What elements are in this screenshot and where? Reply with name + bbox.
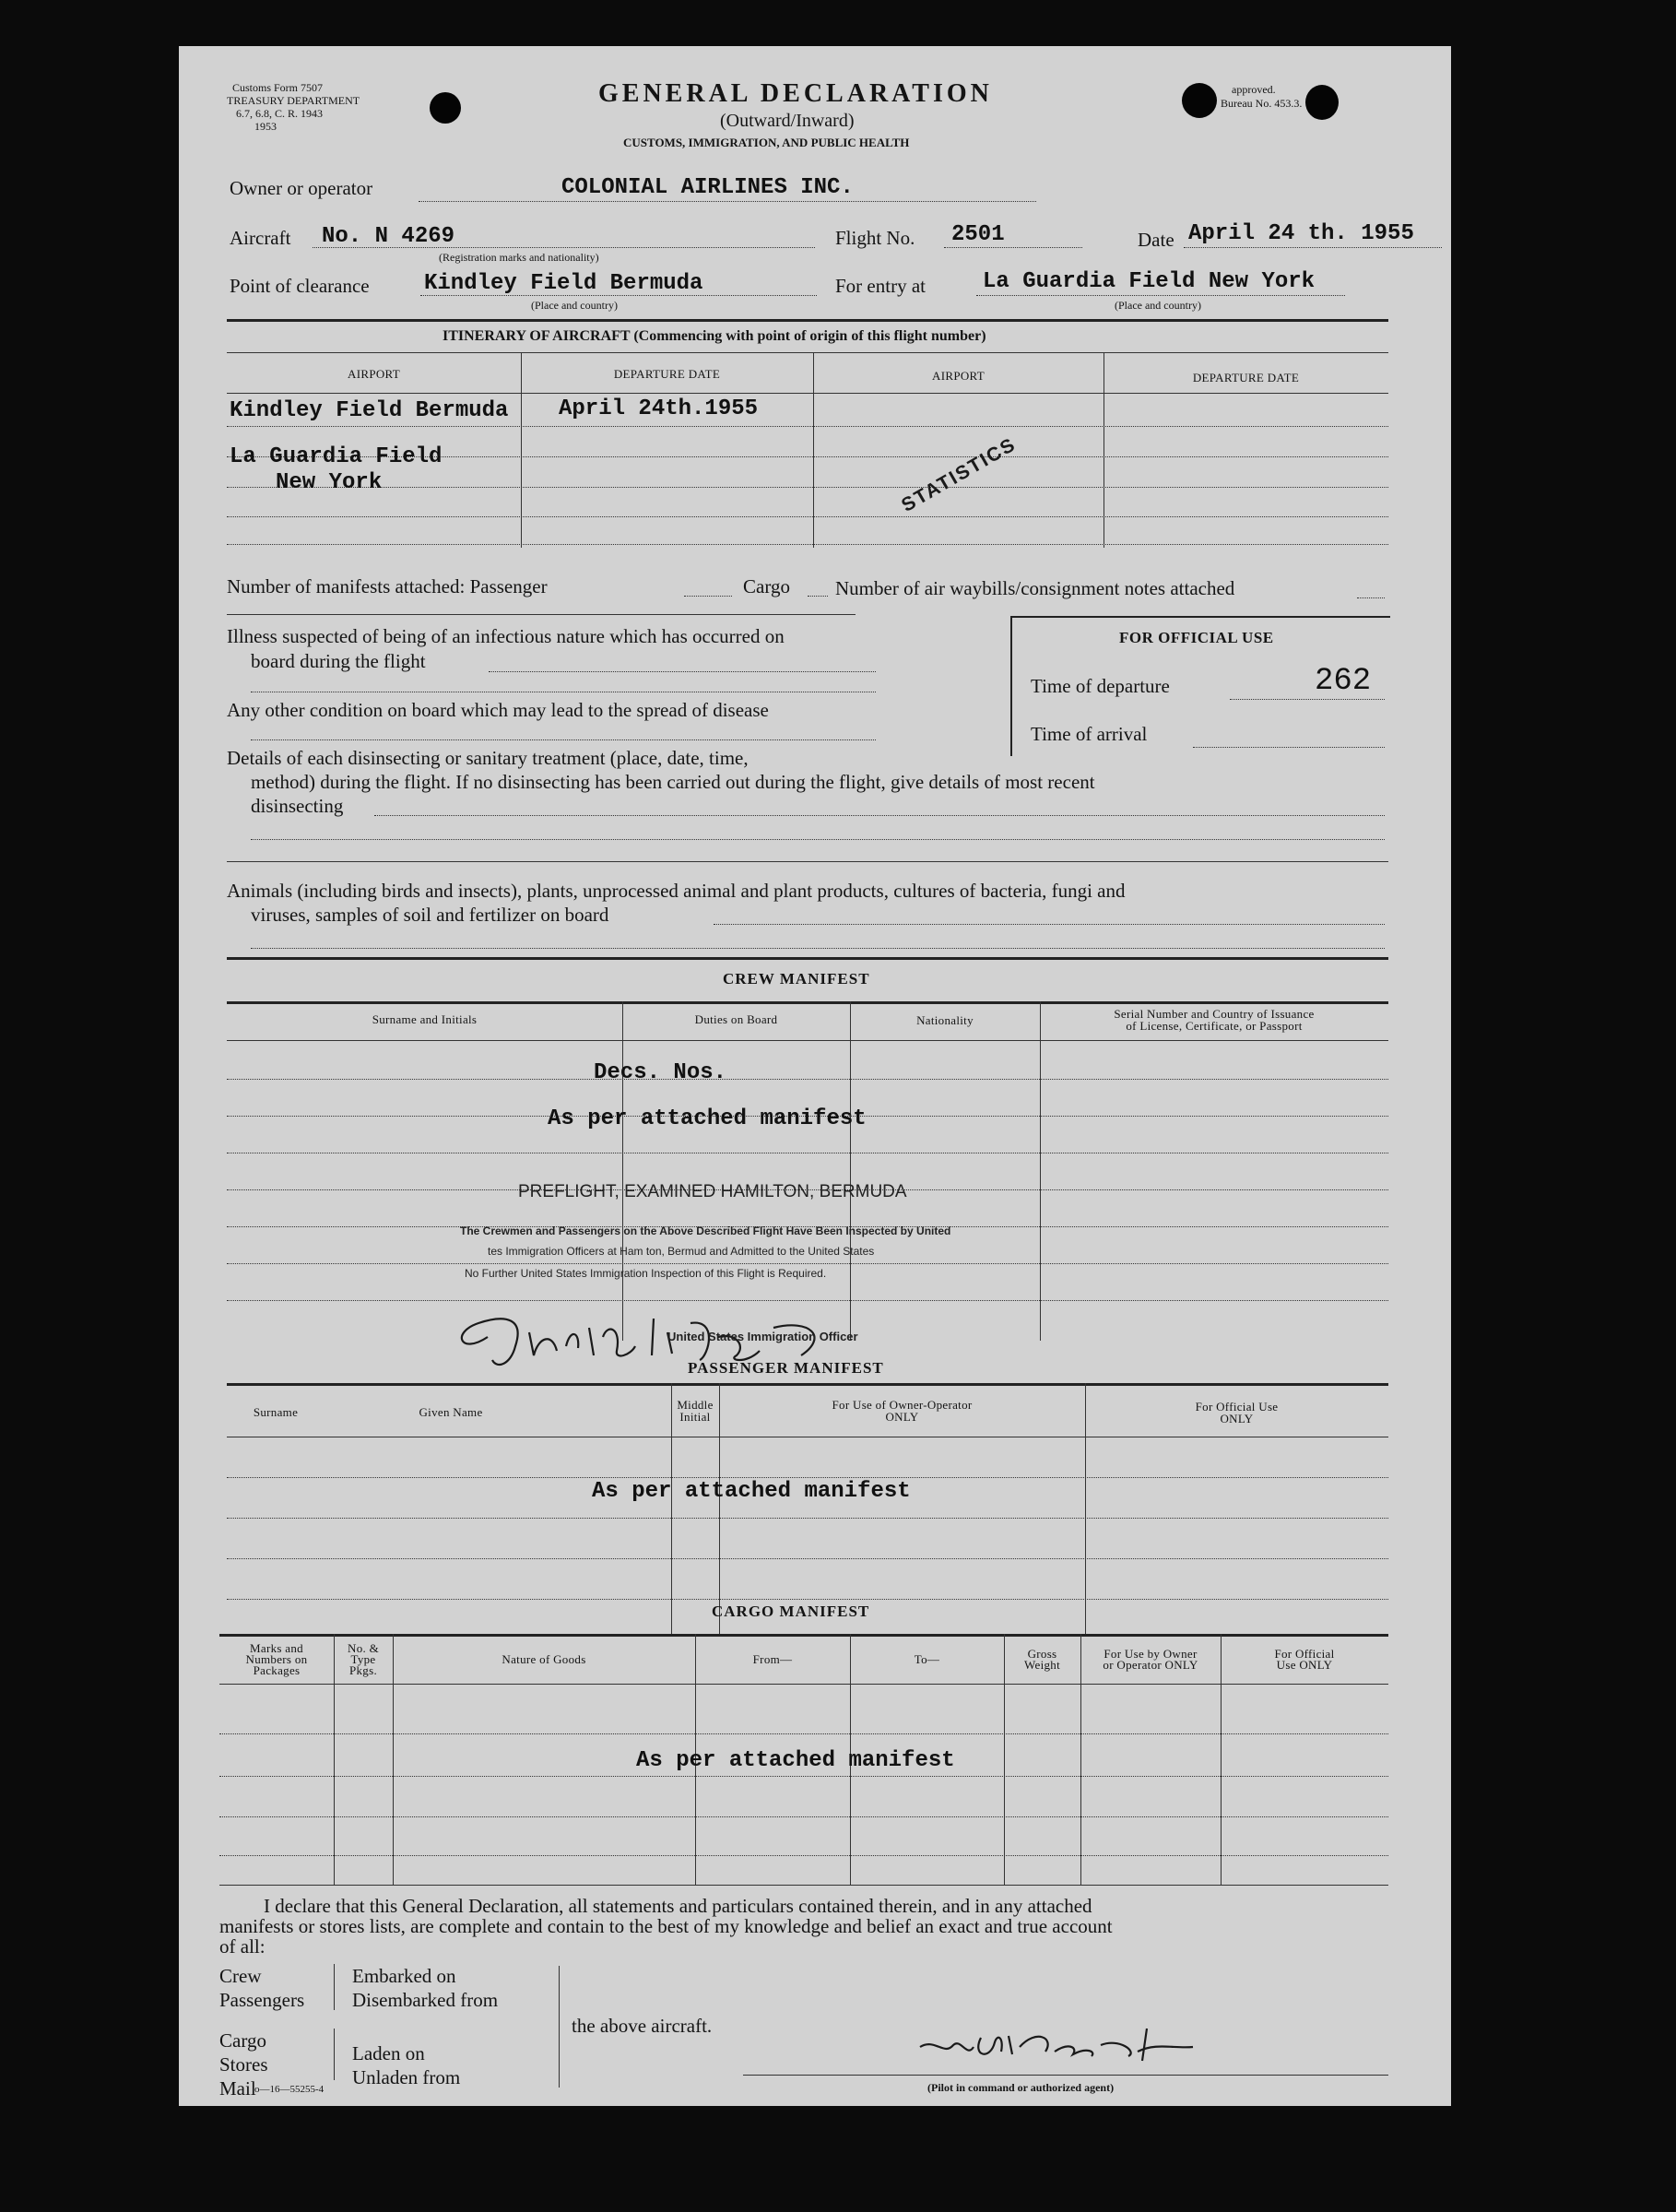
stamp-text-2: tes Immigration Officers at Ham ton, Bermud and Admitted to the United States: [488, 1245, 875, 1258]
itinerary-row1-airport: Kindley Field Bermuda: [230, 398, 509, 423]
flight-label: Flight No.: [835, 227, 915, 249]
aircraft-value: No. N 4269: [322, 224, 455, 249]
unladen-option: Unladen from: [352, 2066, 461, 2088]
clearance-value: Kindley Field Bermuda: [424, 271, 703, 296]
cargo-col-nature: Nature of Goods: [502, 1652, 586, 1666]
pilot-signature: [916, 2010, 1230, 2075]
print-code: o—16—55255-4: [254, 2084, 325, 2095]
passenger-col-surname: Surname: [253, 1405, 299, 1419]
passengers-option: Passengers: [219, 1989, 305, 2011]
itinerary-col-airport: AIRPORT: [348, 367, 400, 381]
owner-value: COLONIAL AIRLINES INC.: [561, 175, 854, 200]
entry-label: For entry at: [835, 275, 926, 297]
mail-option: Mail: [219, 2077, 256, 2100]
punch-hole: [430, 92, 461, 124]
page-title: GENERAL DECLARATION: [598, 79, 993, 108]
crew-col-duties: Duties on Board: [694, 1012, 778, 1026]
aircraft-caption: (Registration marks and nationality): [439, 251, 599, 264]
itinerary-title: ITINERARY OF AIRCRAFT (Commencing with point of origin of this flight number): [443, 328, 986, 344]
stores-option: Stores: [219, 2053, 268, 2076]
officer-caption: United States Immigration Officer: [667, 1330, 858, 1343]
crew-col-surname: Surname and Initials: [372, 1012, 478, 1026]
clearance-caption: (Place and country): [531, 299, 618, 312]
official-use-title: FOR OFFICIAL USE: [1119, 629, 1274, 646]
cargo-col-owner-only: or Operator ONLY: [1103, 1658, 1198, 1672]
flight-value: 2501: [951, 222, 1005, 247]
declaration-line-2: manifests or stores lists, are complete and contain to the best of my knowledge and belief an exact and true account: [219, 1915, 1113, 1937]
manifests-label: Number of manifests attached: Passenger: [227, 575, 548, 597]
cargo-col-from: From—: [752, 1652, 793, 1666]
crew-entry-manifest: As per attached manifest: [548, 1106, 867, 1131]
punch-hole: [1182, 83, 1217, 118]
laden-option: Laden on: [352, 2042, 425, 2064]
embarked-option: Embarked on: [352, 1965, 456, 1987]
stamp-text-1: The Crewmen and Passengers on the Above Described Flight Have Been Inspected by United: [460, 1224, 951, 1237]
stamp-text-3: No Further United States Immigration Inspection of this Flight is Required.: [465, 1267, 827, 1280]
passenger-col-owner: For Use of Owner-Operator: [832, 1398, 973, 1412]
crew-manifest-title: CREW MANIFEST: [723, 970, 870, 988]
preflight-stamp: PREFLIGHT, EXAMINED HAMILTON, BERMUDA: [518, 1182, 907, 1201]
departure-time-value: 262: [1315, 664, 1372, 699]
disembarked-option: Disembarked from: [352, 1989, 499, 2011]
passenger-entry: As per attached manifest: [592, 1479, 911, 1504]
agencies-caption: CUSTOMS, IMMIGRATION, AND PUBLIC HEALTH: [623, 136, 910, 149]
cargo-label: Cargo: [743, 575, 790, 597]
itinerary-row2-city: New York: [276, 470, 383, 495]
crew-col-nationality: Nationality: [916, 1013, 974, 1027]
passenger-manifest-title: PASSENGER MANIFEST: [688, 1359, 884, 1377]
cargo-col-marks-3: Packages: [253, 1663, 301, 1677]
cargo-col-official: For Official: [1274, 1647, 1335, 1661]
approval-note: approved.: [1232, 83, 1276, 96]
animals-question: Animals (including birds and insects), plants, unprocessed animal and plant products, cultures of bacteria, fungi and: [227, 880, 1126, 902]
disinsecting-question-end: disinsecting: [251, 795, 344, 817]
pilot-caption: (Pilot in command or authorized agent): [927, 2081, 1115, 2094]
disinsecting-question: Details of each disinsecting or sanitary treatment (place, date, time,: [227, 747, 749, 769]
declaration-line-3: of all:: [219, 1935, 266, 1958]
passenger-col-given: Given Name: [419, 1405, 483, 1419]
crew-option: Crew: [219, 1965, 262, 1987]
page-subtitle: (Outward/Inward): [720, 111, 855, 131]
cargo-col-gross: Gross: [1027, 1647, 1057, 1661]
illness-question: Illness suspected of being of an infectious nature which has occurred on: [227, 625, 785, 647]
cargo-col-marks: Marks and: [250, 1641, 303, 1655]
illness-question-cont: board during the flight: [251, 650, 426, 672]
declaration-line-1: I declare that this General Declaration, all statements and particulars contained therein, and in any attached: [264, 1895, 1092, 1917]
other-condition: Any other condition on board which may lead to the spread of disease: [227, 699, 769, 721]
itinerary-row2-airport: La Guardia Field: [230, 444, 443, 469]
clearance-label: Point of clearance: [230, 275, 370, 297]
form-year: 1953: [254, 120, 277, 133]
cargo-col-no: No. &: [348, 1641, 379, 1655]
passenger-col-official-only: ONLY: [1220, 1412, 1254, 1425]
passenger-col-middle-cont: Initial: [679, 1410, 711, 1424]
cargo-col-owner: For Use by Owner: [1104, 1647, 1198, 1661]
statistics-stamp: STATISTICS: [898, 433, 1021, 516]
entry-value: La Guardia Field New York: [983, 269, 1316, 294]
above-aircraft-text: the above aircraft.: [572, 2015, 713, 2037]
cargo-col-type: Type: [350, 1652, 376, 1666]
animals-question-cont: viruses, samples of soil and fertilizer on board: [251, 904, 609, 926]
waybills-label: Number of air waybills/consignment notes attached: [835, 577, 1235, 599]
itinerary-col-departure: DEPARTURE DATE: [613, 367, 721, 381]
cargo-entry: As per attached manifest: [636, 1748, 955, 1773]
entry-caption: (Place and country): [1115, 299, 1201, 312]
punch-hole: [1305, 85, 1339, 120]
declaration-form: [179, 46, 1451, 2106]
aircraft-label: Aircraft: [230, 227, 291, 249]
form-number: Customs Form 7507: [232, 81, 324, 94]
date-label: Date: [1138, 229, 1174, 251]
itinerary-col-airport-2: AIRPORT: [932, 369, 985, 383]
crew-col-serial: Serial Number and Country of Issuance: [1114, 1007, 1315, 1021]
arrival-time-label: Time of arrival: [1031, 723, 1148, 745]
crew-col-serial-cont: of License, Certificate, or Passport: [1126, 1019, 1303, 1033]
itinerary-col-departure-2: DEPARTURE DATE: [1192, 371, 1300, 384]
passenger-col-owner-only: ONLY: [885, 1410, 919, 1424]
form-regulation: 6.7, 6.8, C. R. 1943: [236, 107, 324, 120]
cargo-col-marks-2: Numbers on: [245, 1652, 308, 1666]
passenger-col-middle: Middle: [677, 1398, 714, 1412]
passenger-col-official: For Official Use: [1195, 1400, 1279, 1414]
cargo-option: Cargo: [219, 2029, 266, 2052]
cargo-col-official-only: Use ONLY: [1276, 1658, 1333, 1672]
form-department: TREASURY DEPARTMENT: [227, 94, 360, 107]
bureau-number: Bureau No. 453.3.: [1221, 97, 1303, 110]
itinerary-row1-date: April 24th.1955: [559, 396, 759, 421]
date-value: April 24 th. 1955: [1188, 221, 1414, 246]
cargo-col-to: To—: [914, 1652, 940, 1666]
cargo-col-weight: Weight: [1023, 1658, 1061, 1672]
disinsecting-question-cont: method) during the flight. If no disinsecting has been carried out during the flight, give details of most recent: [251, 771, 1095, 793]
crew-entry-decs: Decs. Nos.: [594, 1060, 727, 1085]
cargo-col-pkgs: Pkgs.: [348, 1663, 378, 1677]
cargo-manifest-title: CARGO MANIFEST: [712, 1603, 870, 1620]
owner-label: Owner or operator: [230, 177, 373, 199]
departure-time-label: Time of departure: [1031, 675, 1170, 697]
